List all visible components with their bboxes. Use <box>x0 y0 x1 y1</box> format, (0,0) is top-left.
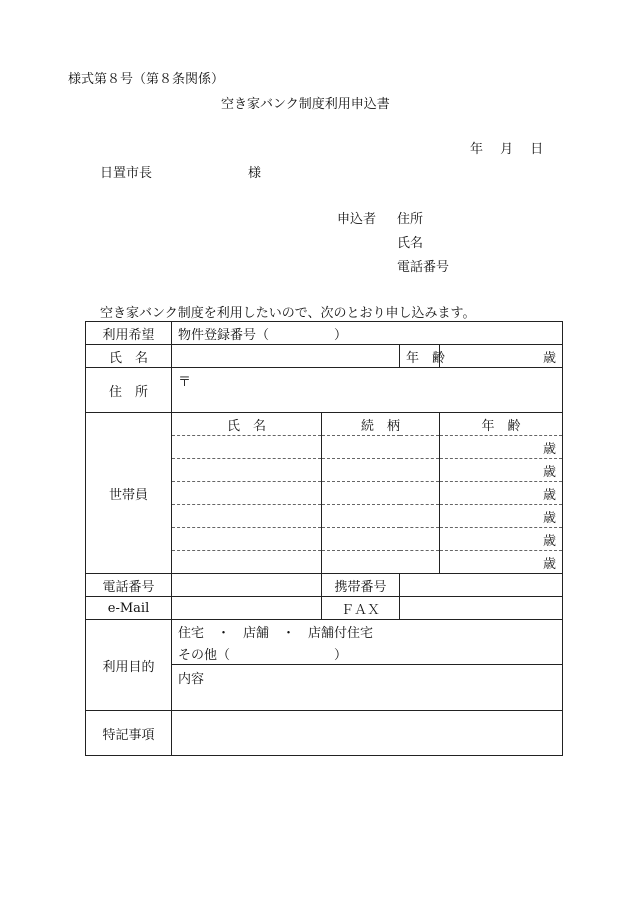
row-remarks <box>86 711 563 756</box>
hh-relation-cell[interactable] <box>322 505 440 528</box>
row-name <box>86 345 563 368</box>
hh-age-cell[interactable]: 歳 <box>440 459 563 482</box>
hh-name-cell[interactable] <box>172 482 322 505</box>
phone-field[interactable] <box>172 574 322 597</box>
form-title: 空き家バンク制度利用申込書 <box>221 97 390 112</box>
fax-field[interactable] <box>400 597 563 620</box>
hh-name-cell[interactable] <box>172 551 322 574</box>
hh-relation-cell[interactable] <box>322 551 440 574</box>
applicant-label: 申込者 <box>337 212 377 227</box>
desired-label: 利用希望 <box>86 322 172 345</box>
form-number: 様式第８号（第８条関係） <box>68 72 225 87</box>
applicant-phone-label: 電話番号 <box>397 260 450 275</box>
row-household-header <box>86 413 563 436</box>
addressee: 日置市長 <box>100 166 153 181</box>
hh-age-cell[interactable]: 歳 <box>440 436 563 459</box>
address-field[interactable] <box>172 368 563 413</box>
row-desired <box>86 322 563 345</box>
mobile-field[interactable] <box>400 574 563 597</box>
application-form-table <box>85 321 563 756</box>
remarks-label: 特記事項 <box>86 711 172 756</box>
honorific: 様 <box>248 166 262 181</box>
hh-relation-cell[interactable] <box>322 436 440 459</box>
hh-relation-cell[interactable] <box>322 528 440 551</box>
row-email <box>86 597 563 620</box>
hh-name-cell[interactable] <box>172 505 322 528</box>
hh-age-cell[interactable]: 歳 <box>440 505 563 528</box>
age-field[interactable]: 歳 <box>440 345 563 368</box>
purpose-other[interactable]: その他（ ） <box>172 642 563 665</box>
purpose-label: 利用目的 <box>86 620 172 711</box>
property-reg-field[interactable]: 物件登録番号（ ） <box>172 322 563 345</box>
name-label: 氏 名 <box>86 345 172 368</box>
date-field[interactable]: 年 月 日 <box>470 142 544 157</box>
hh-name-cell[interactable] <box>172 528 322 551</box>
address-label: 住 所 <box>86 368 172 413</box>
email-field[interactable] <box>172 597 322 620</box>
purpose-options[interactable]: 住宅 ・ 店舗 ・ 店舗付住宅 <box>172 620 563 643</box>
phone-label: 電話番号 <box>86 574 172 597</box>
hh-name-col: 氏 名 <box>172 413 322 436</box>
name-field[interactable] <box>172 345 400 368</box>
email-label: e-Mail <box>86 597 172 620</box>
applicant-name-label: 氏名 <box>397 236 424 251</box>
row-phone <box>86 574 563 597</box>
hh-age-cell[interactable]: 歳 <box>440 482 563 505</box>
row-purpose-options <box>86 620 563 643</box>
age-label: 年 齢 <box>400 345 440 368</box>
hh-age-cell[interactable]: 歳 <box>440 528 563 551</box>
hh-name-cell[interactable] <box>172 436 322 459</box>
applicant-address-label: 住所 <box>397 212 424 227</box>
remarks-field[interactable] <box>172 711 563 756</box>
hh-name-cell[interactable] <box>172 459 322 482</box>
postal-mark: 〒 <box>178 375 192 390</box>
content-field[interactable]: 内容 <box>172 665 563 711</box>
intro-text: 空き家バンク制度を利用したいので、次のとおり申し込みます。 <box>100 306 476 321</box>
hh-relation-col: 続 柄 <box>322 413 440 436</box>
hh-age-col: 年 齢 <box>440 413 563 436</box>
mobile-label: 携帯番号 <box>322 574 400 597</box>
hh-relation-cell[interactable] <box>322 482 440 505</box>
row-address <box>86 368 563 413</box>
hh-age-cell[interactable]: 歳 <box>440 551 563 574</box>
hh-relation-cell[interactable] <box>322 459 440 482</box>
fax-label: ＦＡＸ <box>322 597 400 620</box>
household-label: 世帯員 <box>86 413 172 574</box>
